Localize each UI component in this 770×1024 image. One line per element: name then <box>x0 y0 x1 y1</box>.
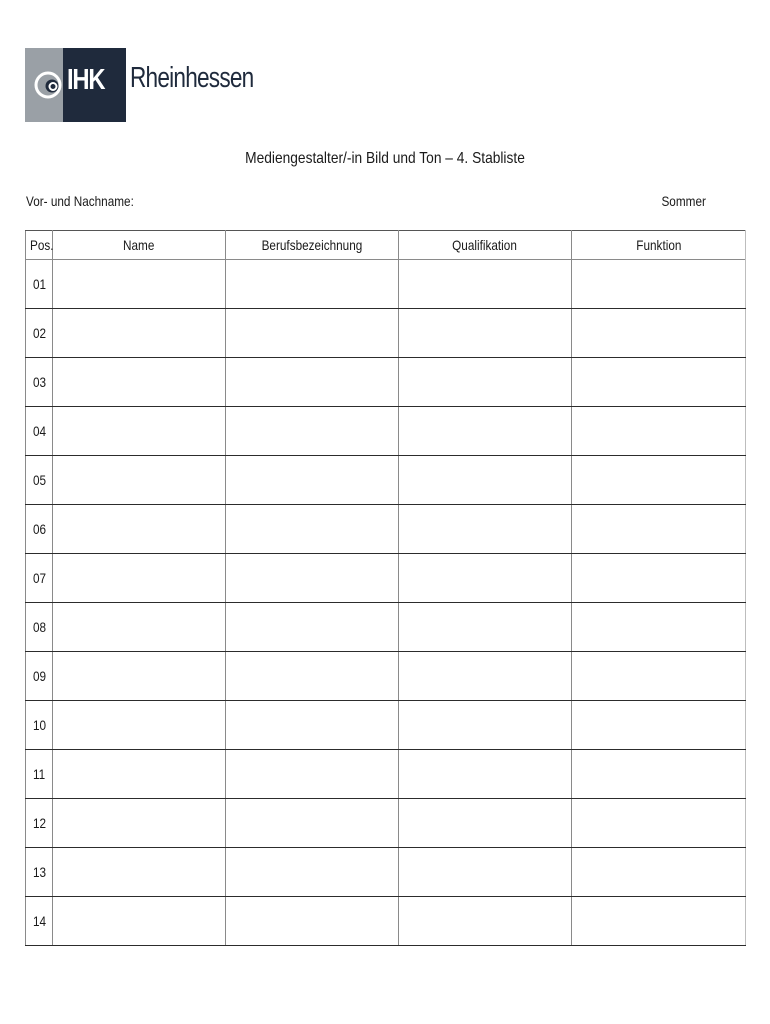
row-name-cell[interactable] <box>53 456 226 505</box>
row-beruf-cell[interactable] <box>226 750 399 799</box>
row-name-cell[interactable] <box>53 407 226 456</box>
row-pos-cell <box>26 897 53 946</box>
row-funktion-cell[interactable] <box>572 750 746 799</box>
table-row <box>26 603 746 652</box>
row-pos-number: 03 <box>33 374 47 390</box>
season-label: Sommer <box>661 193 706 209</box>
header-funktion <box>572 231 746 260</box>
row-name-cell[interactable] <box>53 848 226 897</box>
row-pos-number: 14 <box>33 913 47 929</box>
row-pos-number: 08 <box>33 619 47 635</box>
table-row <box>26 456 746 505</box>
row-pos-number: 12 <box>33 815 47 831</box>
row-name-cell[interactable] <box>53 750 226 799</box>
row-qualifikation-cell[interactable] <box>399 407 572 456</box>
row-qualifikation-cell[interactable] <box>399 897 572 946</box>
ihk-emblem-icon <box>33 69 65 101</box>
row-beruf-cell[interactable] <box>226 407 399 456</box>
row-pos-number: 07 <box>33 570 47 586</box>
table-row <box>26 652 746 701</box>
logo-region-text: Rheinhessen <box>130 62 254 94</box>
table-row <box>26 554 746 603</box>
table-row <box>26 358 746 407</box>
header-beruf-label: Berufsbezeichnung <box>261 237 363 253</box>
row-funktion-cell[interactable] <box>572 309 746 358</box>
name-label: Vor- und Nachname: <box>26 193 134 209</box>
row-qualifikation-cell[interactable] <box>399 456 572 505</box>
row-name-cell[interactable] <box>53 652 226 701</box>
row-qualifikation-cell[interactable] <box>399 603 572 652</box>
row-beruf-cell[interactable] <box>226 799 399 848</box>
row-funktion-cell[interactable] <box>572 407 746 456</box>
row-name-cell[interactable] <box>53 701 226 750</box>
row-pos-number: 02 <box>33 325 47 341</box>
row-qualifikation-cell[interactable] <box>399 505 572 554</box>
table-row <box>26 505 746 554</box>
row-pos-number: 05 <box>33 472 47 488</box>
table-header-row <box>26 231 746 260</box>
row-pos-cell <box>26 407 53 456</box>
row-qualifikation-cell[interactable] <box>399 750 572 799</box>
row-qualifikation-cell[interactable] <box>399 358 572 407</box>
header-qualifikation-label: Qualifikation <box>452 237 518 253</box>
row-qualifikation-cell[interactable] <box>399 260 572 309</box>
row-pos-number: 11 <box>33 766 46 782</box>
row-pos-cell <box>26 750 53 799</box>
row-funktion-cell[interactable] <box>572 799 746 848</box>
row-pos-number: 13 <box>33 864 47 880</box>
row-beruf-cell[interactable] <box>226 848 399 897</box>
row-qualifikation-cell[interactable] <box>399 799 572 848</box>
row-funktion-cell[interactable] <box>572 505 746 554</box>
row-funktion-cell[interactable] <box>572 456 746 505</box>
row-qualifikation-cell[interactable] <box>399 848 572 897</box>
header-funktion-label: Funktion <box>635 237 682 253</box>
table-row <box>26 750 746 799</box>
row-qualifikation-cell[interactable] <box>399 652 572 701</box>
row-pos-cell <box>26 701 53 750</box>
row-name-cell[interactable] <box>53 358 226 407</box>
row-funktion-cell[interactable] <box>572 848 746 897</box>
row-qualifikation-cell[interactable] <box>399 309 572 358</box>
row-pos-cell <box>26 505 53 554</box>
header-qualifikation <box>399 231 572 260</box>
row-beruf-cell[interactable] <box>226 358 399 407</box>
row-funktion-cell[interactable] <box>572 554 746 603</box>
ihk-logo <box>25 48 254 122</box>
logo-brand-text: IHK <box>67 64 105 96</box>
header-pos-label: Pos. <box>30 237 54 253</box>
row-funktion-cell[interactable] <box>572 260 746 309</box>
row-pos-cell <box>26 358 53 407</box>
row-beruf-cell[interactable] <box>226 554 399 603</box>
row-name-cell[interactable] <box>53 799 226 848</box>
row-name-cell[interactable] <box>53 554 226 603</box>
row-pos-cell <box>26 456 53 505</box>
row-pos-number: 09 <box>33 668 47 684</box>
row-qualifikation-cell[interactable] <box>399 701 572 750</box>
row-name-cell[interactable] <box>53 897 226 946</box>
row-beruf-cell[interactable] <box>226 309 399 358</box>
row-funktion-cell[interactable] <box>572 897 746 946</box>
row-name-cell[interactable] <box>53 309 226 358</box>
row-funktion-cell[interactable] <box>572 603 746 652</box>
row-pos-cell <box>26 652 53 701</box>
row-beruf-cell[interactable] <box>226 701 399 750</box>
row-pos-cell <box>26 603 53 652</box>
row-pos-cell <box>26 260 53 309</box>
table-row <box>26 897 746 946</box>
table-row <box>26 848 746 897</box>
header-beruf <box>226 231 399 260</box>
row-beruf-cell[interactable] <box>226 603 399 652</box>
row-name-cell[interactable] <box>53 603 226 652</box>
row-pos-cell <box>26 554 53 603</box>
header-name <box>53 231 226 260</box>
table-row <box>26 799 746 848</box>
row-beruf-cell[interactable] <box>226 897 399 946</box>
row-pos-cell <box>26 848 53 897</box>
row-funktion-cell[interactable] <box>572 358 746 407</box>
row-name-cell[interactable] <box>53 260 226 309</box>
row-pos-number: 01 <box>33 276 47 292</box>
row-beruf-cell[interactable] <box>226 260 399 309</box>
document-title: Mediengestalter/-in Bild und Ton – 4. Stabliste <box>245 150 525 167</box>
row-funktion-cell[interactable] <box>572 652 746 701</box>
row-beruf-cell[interactable] <box>226 456 399 505</box>
row-qualifikation-cell[interactable] <box>399 554 572 603</box>
row-beruf-cell[interactable] <box>226 505 399 554</box>
header-pos <box>26 231 53 260</box>
row-pos-cell <box>26 309 53 358</box>
table-row <box>26 309 746 358</box>
header-name-label: Name <box>123 237 155 253</box>
row-name-cell[interactable] <box>53 505 226 554</box>
row-pos-number: 04 <box>33 423 47 439</box>
table-row <box>26 701 746 750</box>
table-row <box>26 260 746 309</box>
stab-table <box>25 230 746 946</box>
row-beruf-cell[interactable] <box>226 652 399 701</box>
row-funktion-cell[interactable] <box>572 701 746 750</box>
row-pos-number: 06 <box>33 521 47 537</box>
row-pos-cell <box>26 799 53 848</box>
table-row <box>26 407 746 456</box>
row-pos-number: 10 <box>33 717 47 733</box>
